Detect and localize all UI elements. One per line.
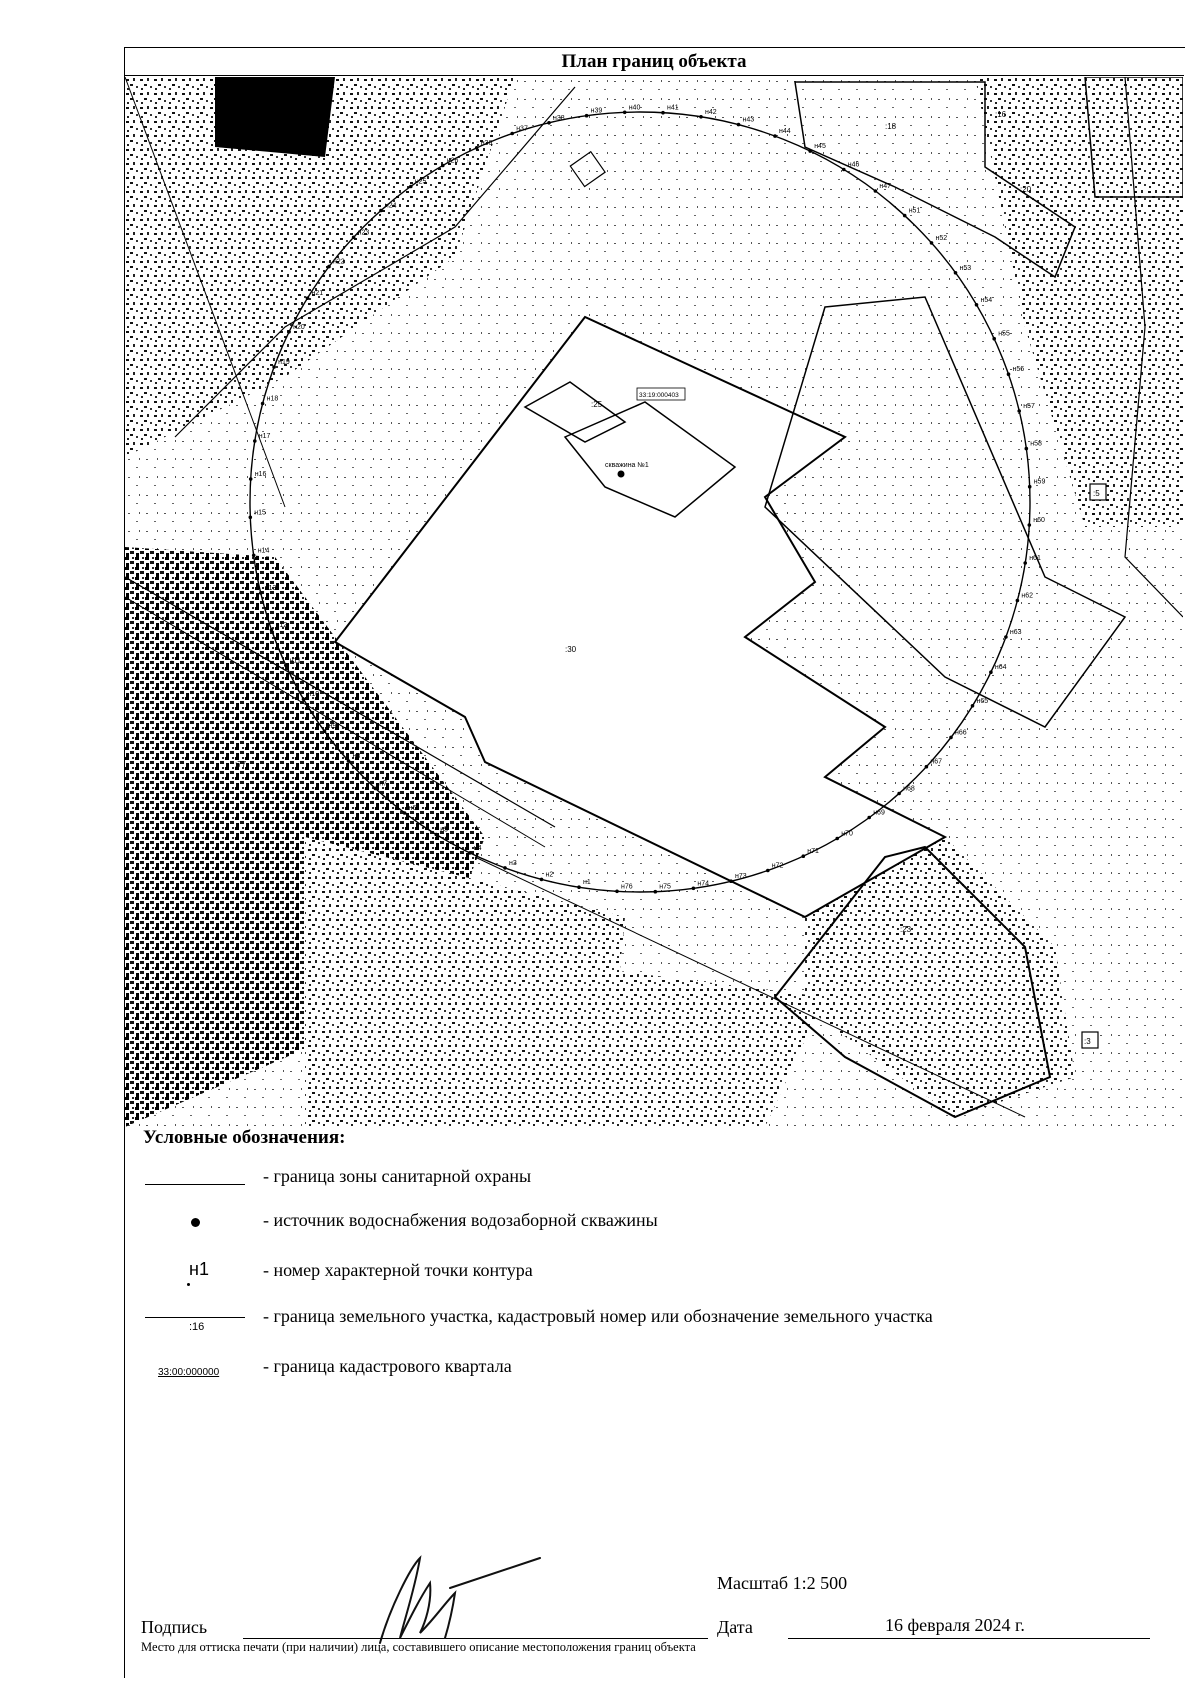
contour-point-label: н18 (266, 395, 279, 403)
boundary-map (125, 77, 1183, 1127)
contour-point-label: н2 (545, 871, 554, 879)
contour-point-dot (1017, 409, 1021, 413)
contour-point-dot (347, 759, 351, 763)
contour-point-label: н63 (1009, 629, 1022, 636)
date-value: 16 февраля 2024 г. (885, 1615, 1025, 1635)
contour-point-label: н53 (959, 264, 972, 272)
contour-point-label: н42 (705, 108, 717, 116)
contour-point-label: н21 (311, 290, 324, 298)
date-line (788, 1638, 1150, 1639)
contour-point-label: н26 (446, 157, 459, 165)
contour-point-dot (737, 123, 741, 127)
contour-point-label: н38 (553, 114, 565, 122)
contour-point-label: н65 (976, 697, 989, 705)
contour-point-label: н60 (1033, 517, 1045, 524)
contour-point-label: н6 (408, 805, 417, 812)
date-label: Дата (717, 1617, 753, 1637)
contour-point-label: н62 (1021, 592, 1034, 600)
legend-symbol-dot (143, 1204, 263, 1240)
well-label: скважина №1 (605, 462, 649, 469)
contour-point-label: н22 (333, 258, 345, 266)
contour-point-dot (989, 670, 993, 674)
well-point (618, 471, 625, 478)
contour-point-label: н45 (814, 143, 826, 151)
contour-point-label: н70 (841, 830, 853, 838)
legend-item-land-parcel (143, 1300, 1143, 1336)
contour-point-dot (773, 134, 777, 138)
contour-point-label: н13 (264, 585, 277, 592)
contour-point-dot (1028, 485, 1032, 489)
contour-point-dot (540, 878, 544, 882)
legend-symbol-line (143, 1160, 263, 1196)
quarter-symbol-label: 33:00:000000 (158, 1367, 220, 1378)
parcel-label-5: :5 (1093, 489, 1100, 498)
contour-point-dot (692, 887, 696, 891)
point-dot-icon (187, 1283, 190, 1286)
contour-point-dot (1028, 523, 1032, 527)
contour-point-dot (249, 516, 253, 520)
parcel-symbol-label: :16 (189, 1321, 205, 1333)
contour-point-label: н16 (254, 471, 267, 478)
contour-point-dot (766, 869, 770, 873)
parcel-label-77: :77 (235, 760, 247, 769)
contour-point-label: н15 (254, 509, 266, 517)
title-divider (124, 75, 1184, 76)
contour-point-label: н19 (278, 359, 290, 366)
contour-point-label: н8 (352, 753, 361, 761)
contour-point-dot (409, 185, 413, 189)
contour-point-dot (992, 337, 996, 341)
contour-point-label: н76 (621, 883, 633, 891)
contour-point-dot (897, 792, 901, 796)
parcel-label-25: :25 (591, 400, 603, 409)
contour-point-label: н75 (659, 883, 671, 891)
contour-point-dot (252, 554, 256, 558)
contour-point-dot (954, 271, 958, 275)
contour-point-label: н44 (779, 128, 791, 136)
contour-point-label: н39 (590, 107, 603, 115)
contour-point-dot (327, 265, 331, 269)
contour-point-dot (654, 890, 658, 894)
legend-text: - граница кадастрового квартала (263, 1356, 512, 1376)
contour-point-dot (284, 664, 288, 668)
legend-item-well (143, 1204, 1143, 1240)
contour-point-dot (510, 132, 514, 136)
contour-point-label: н59 (1033, 478, 1046, 486)
parcel-label-30: :30 (565, 645, 577, 654)
contour-point-label: н52 (935, 234, 948, 242)
contour-point-label: н10 (307, 691, 320, 699)
contour-point-dot (661, 111, 665, 115)
contour-point-label: н23 (357, 229, 370, 237)
contour-point-dot (949, 736, 953, 740)
contour-point-label: н47 (879, 183, 892, 190)
contour-point-label: н37 (516, 125, 528, 133)
legend-text: - источник водоснабжения водозаборной скважины (263, 1210, 658, 1230)
contour-point-dot (577, 885, 581, 889)
contour-point-label: н41 (667, 104, 679, 112)
contour-point-label: н57 (1023, 403, 1035, 410)
quarter-label: 33:19:000403 (639, 392, 679, 399)
contour-point-dot (808, 149, 812, 153)
contour-point-label: н24 (384, 202, 397, 210)
contour-point-dot (802, 854, 806, 858)
contour-point-label: н5 (440, 826, 448, 834)
contour-point-dot (975, 303, 979, 307)
contour-point-dot (323, 729, 327, 733)
contour-point-dot (623, 111, 627, 115)
contour-point-label: н54 (980, 296, 993, 304)
contour-point-label: н68 (903, 785, 915, 793)
contour-point-label: н14 (257, 547, 270, 555)
contour-point-dot (930, 241, 934, 245)
contour-point-dot (374, 787, 378, 791)
contour-point-label: н58 (1030, 440, 1042, 448)
contour-point-dot (699, 115, 703, 119)
contour-point-dot (272, 365, 276, 369)
legend-text: - номер характерной точки контура (263, 1260, 533, 1280)
contour-point-dot (441, 164, 445, 168)
contour-point-label: н25 (414, 178, 427, 186)
contour-point-label: н51 (908, 207, 921, 215)
contour-point-dot (379, 209, 383, 213)
legend-symbol-quarter (143, 1350, 263, 1386)
contour-point-label: н20 (293, 323, 305, 331)
contour-point-dot (874, 189, 878, 193)
parcel-label-18: :18 (885, 122, 897, 131)
contour-point-dot (475, 146, 479, 150)
contour-point-label: н56 (1012, 366, 1025, 374)
contour-point-label: н71 (807, 848, 819, 856)
contour-point-label: н17 (258, 433, 271, 440)
parcel-label-20: :20 (1020, 185, 1032, 194)
contour-point-label: н66 (955, 729, 967, 737)
stamp-note: Место для оттиска печати (при наличии) лица, составившего описание местоположения границ объекта (141, 1640, 696, 1654)
contour-point-dot (259, 591, 263, 595)
legend-item-contour-point (143, 1254, 1143, 1290)
contour-point-dot (547, 121, 551, 125)
signature-label: Подпись (141, 1617, 208, 1637)
contour-point-dot (352, 236, 356, 240)
contour-point-symbol: н1 (189, 1259, 209, 1279)
contour-point-dot (867, 816, 871, 820)
contour-point-label: н73 (735, 873, 747, 881)
contour-point-label: н61 (1029, 555, 1041, 562)
legend-item-cadastral-quarter (143, 1350, 1143, 1386)
contour-point-dot (270, 628, 274, 632)
contour-point-dot (842, 168, 846, 172)
contour-point-label: н67 (930, 758, 943, 766)
contour-point-label: н3 (509, 859, 517, 867)
contour-point-label: н12 (275, 621, 288, 629)
contour-point-dot (503, 866, 507, 870)
contour-point-dot (1023, 561, 1027, 565)
sanitary-zone-line-symbol (145, 1184, 245, 1185)
contour-point-dot (249, 477, 253, 481)
contour-point-label: н9 (328, 723, 337, 731)
contour-point-dot (1007, 372, 1011, 376)
page-title: План границ объекта (561, 51, 747, 72)
contour-point-dot (306, 296, 310, 300)
contour-point-label: н40 (628, 104, 641, 112)
contour-point-label: н55 (998, 330, 1010, 338)
contour-point-dot (615, 890, 619, 894)
parcel-label-23: :23 (900, 925, 912, 934)
contour-point-dot (261, 402, 265, 406)
contour-point-label: н43 (742, 116, 755, 124)
legend-text: - граница земельного участка, кадастровый номер или обозначение земельного участка (263, 1306, 933, 1326)
map-scale: Масштаб 1:2 500 (717, 1573, 848, 1593)
parcel-label-3: :3 (1084, 1037, 1091, 1046)
contour-point-dot (1004, 635, 1008, 639)
contour-point-label: н64 (994, 664, 1007, 672)
contour-point-label: н36 (480, 139, 493, 147)
legend-symbol-parcel (143, 1300, 263, 1336)
contour-point-dot (925, 765, 929, 769)
contour-point-dot (468, 851, 472, 855)
contour-point-dot (253, 439, 257, 443)
legend-text: - граница зоны санитарной охраны (263, 1166, 532, 1186)
handwritten-signature (360, 1548, 560, 1653)
contour-point-label: н1 (583, 879, 591, 887)
contour-point-dot (835, 837, 839, 841)
contour-point-label: н46 (847, 161, 860, 169)
contour-point-dot (729, 879, 733, 883)
well-dot-icon (191, 1218, 200, 1227)
contour-point-dot (1016, 599, 1020, 603)
contour-point-label: н69 (873, 809, 885, 817)
contour-point-dot (302, 697, 306, 701)
contour-point-label: н72 (771, 862, 784, 870)
contour-point-label: н7 (379, 780, 388, 788)
legend-symbol-point (143, 1254, 263, 1290)
contour-point-label: н4 (473, 844, 482, 852)
contour-point-label: н74 (697, 880, 710, 888)
parcel-label-16: :16 (995, 110, 1007, 119)
contour-point-dot (1025, 447, 1029, 451)
contour-point-dot (287, 330, 291, 334)
legend-title: Условные обозначения: (143, 1127, 346, 1148)
contour-point-dot (434, 833, 438, 837)
contour-point-label: н11 (289, 657, 301, 665)
legend-item-sanitary-zone (143, 1160, 1143, 1196)
parcel-line-symbol (145, 1317, 245, 1318)
contour-point-dot (903, 214, 907, 218)
contour-point-dot (585, 114, 589, 118)
contour-point-dot (971, 704, 975, 708)
contour-point-dot (403, 811, 407, 815)
